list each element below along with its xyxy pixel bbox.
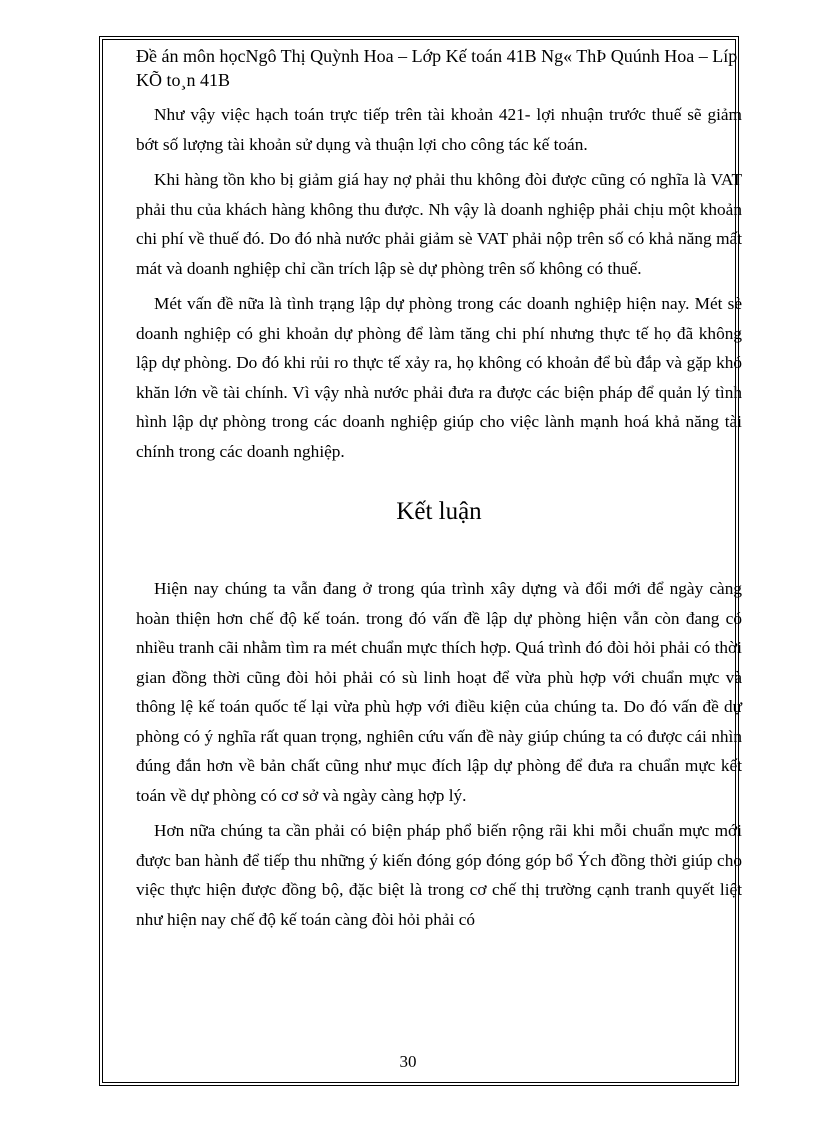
section-heading: Kết luận: [396, 498, 482, 525]
paragraph: Hơn nữa chúng ta cần phải có biện pháp phổ biến rộng rãi khi mỗi chuẩn mực mới được ban hành để tiếp thu những ý kiến đóng góp đóng góp bổ Ých đồng thời giúp cho việc thực hiện được đồng bộ, đặc biệt là trong cơ chế thị trường cạnh tranh quyết liệt như hiện nay chế độ kế toán càng đòi hỏi phải có: [136, 821, 742, 929]
paragraph: Như vậy việc hạch toán trực tiếp trên tài khoản 421- lợi nhuận trước thuế sẽ giảm bớt số lượng tài khoản sử dụng và thuận lợi cho công tác kế toán.: [136, 105, 742, 154]
paragraph: Mét vấn đề nữa là tình trạng lập dự phòng trong các doanh nghiệp hiện nay. Mét sè doanh nghiệp có ghi khoản dự phòng để làm tăng chi phí nhưng thực tế họ đã không lập dự phòng. Do đó khi rủi ro thực tế xảy ra, họ không có khoản để bù đắp và gặp khó khăn lớn về tài chính. Vì vậy nhà nước phải đưa ra được các biện pháp để quản lý tình hình lập dự phòng trong các doanh nghiệp giúp cho việc lành mạnh hoá khả năng tài chính trong các doanh nghiệp.: [136, 294, 742, 461]
page-number: 30: [399, 1052, 417, 1071]
document-body: [136, 44, 742, 940]
paragraph: Hiện nay chúng ta vẫn đang ở trong qúa trình xây dựng và đổi mới để ngày càng hoàn thiện hơn chế độ kế toán. trong đó vấn đề lập dự phòng hiện vẫn còn đang có nhiều tranh cãi nhằm tìm ra mét chuẩn mực thích hợp. Quá trình đó đòi hỏi phải có thời gian đồng thời cũng đòi hỏi phải có sù linh hoạt để vừa phù hợp với chuẩn mực và thông lệ kế toán quốc tế lại vừa phù hợp với điều kiện của chúng ta. Do đó vấn đề dự phòng có ý nghĩa rất quan trọng, nghiên cứu vấn đề này giúp chúng ta có được cái nhìn đúng đắn hơn về bản chất cũng như mục đích lập dự phòng để đưa ra chuẩn mực kết toán về dự phòng có cơ sở và ngày càng hợp lý.: [136, 579, 742, 805]
running-header: Đề án môn họcNgô Thị Quỳnh Hoa – Lớp Kế toán 41B Ng« ThÞ Quúnh Hoa – Líp KÕ to¸n 41B: [136, 46, 738, 90]
paragraph: Khi hàng tồn kho bị giảm giá hay nợ phải thu không đòi được cũng có nghĩa là VAT phải thu của khách hàng không thu được. Nh vậy là doanh nghiệp phải chịu một khoản chi phí về thuế đó. Do đó nhà nước phải giảm sè VAT phải nộp trên số có khả năng mất mát và doanh nghiệp chỉ cần trích lập sè dự phòng trên số không có thuế.: [136, 170, 742, 278]
